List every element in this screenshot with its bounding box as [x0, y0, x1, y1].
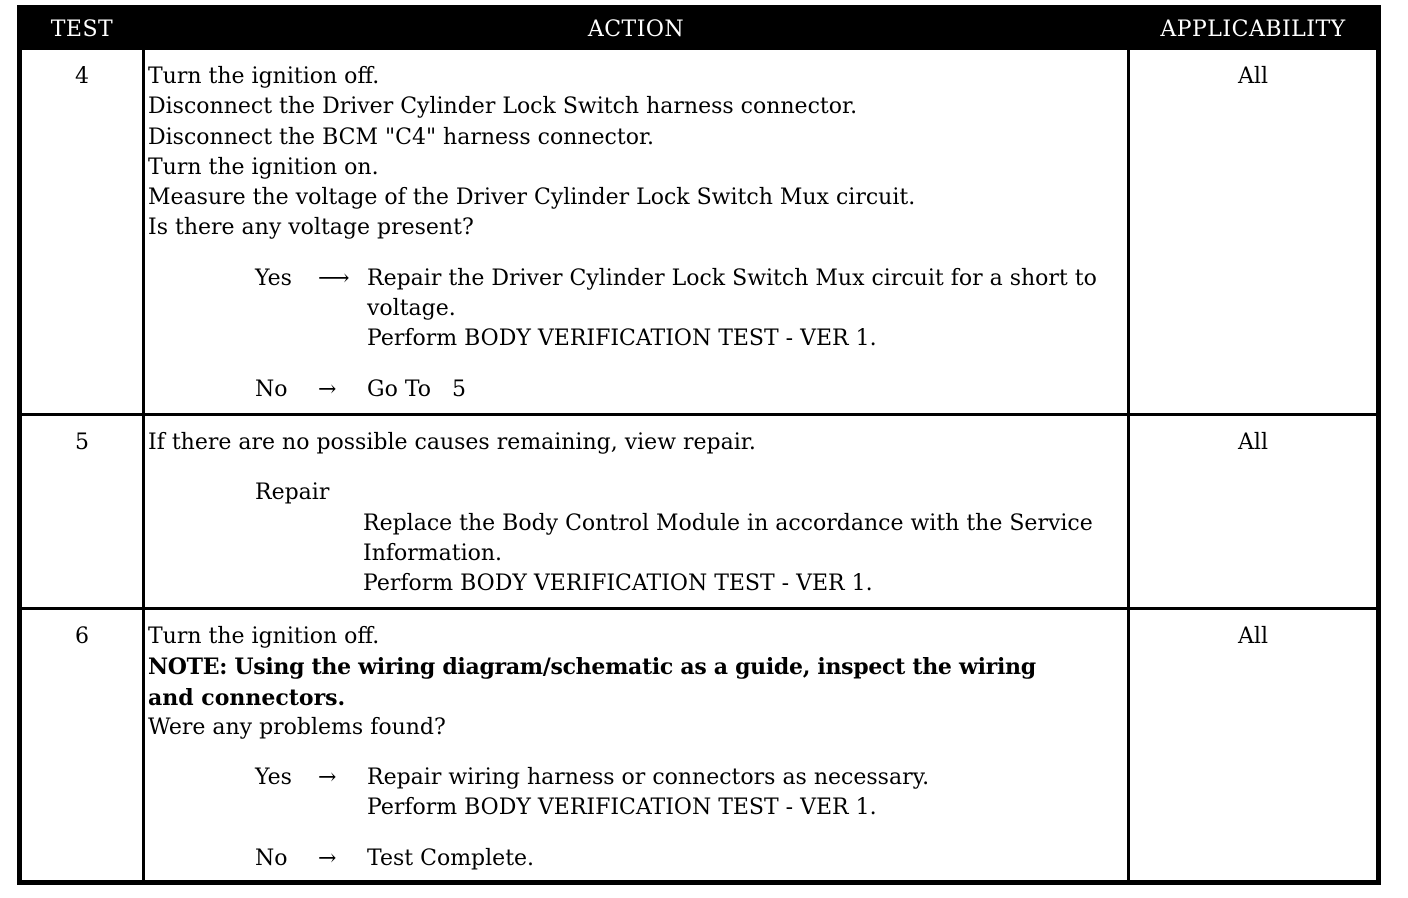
repair-line-text: Perform BODY VERIFICATION TEST - VER 1.: [363, 571, 873, 597]
applicability-5: All: [1238, 430, 1268, 455]
column-divider-applicability: [1127, 50, 1130, 885]
applicability-4: All: [1238, 64, 1268, 89]
no-branch: [148, 844, 1122, 874]
no-result: Test Complete.: [367, 845, 535, 871]
action-line: Disconnect the Driver Cylinder Lock Switch harness connector.: [148, 94, 858, 120]
test-number-5: 5: [75, 430, 89, 455]
repair-line: [148, 509, 1122, 539]
action-line: Measure the voltage of the Driver Cylinder Lock Switch Mux circuit.: [148, 185, 916, 211]
action-line: Turn the ignition on.: [148, 154, 379, 180]
repair-label-text: Repair: [255, 480, 330, 506]
header-test: TEST: [50, 17, 114, 42]
action-cell-4: [148, 62, 1122, 405]
no-result: Go To 5: [367, 376, 466, 402]
action-line: Is there any voltage present?: [148, 215, 474, 241]
no-label: No: [255, 845, 288, 871]
repair-label: [148, 478, 1122, 508]
table-header: [22, 10, 1376, 50]
yes-result-continuation: [148, 793, 1122, 823]
action-line: Were any problems found?: [148, 714, 446, 740]
repair-line: [148, 539, 1122, 569]
action-line: Disconnect the BCM "C4" harness connector.: [148, 124, 655, 150]
action-line: If there are no possible causes remaining, view repair.: [148, 430, 756, 455]
header-applicability: APPLICABILITY: [1160, 17, 1346, 42]
repair-line: [148, 569, 1122, 599]
action-line: Turn the ignition off.: [148, 624, 380, 649]
diagnostic-test-table: [17, 5, 1381, 885]
action-cell-5: [148, 428, 1122, 599]
applicability-6: All: [1238, 624, 1268, 649]
repair-line-text: Information.: [363, 540, 503, 566]
test-number-4: 4: [75, 64, 89, 89]
repair-line-text: Replace the Body Control Module in accordance with the Service: [363, 510, 1093, 536]
row-divider-5-6: [22, 607, 1376, 610]
no-label: No: [255, 376, 288, 402]
yes-result-continuation: [148, 294, 1122, 324]
yes-label: Yes: [255, 265, 292, 291]
header-action: ACTION: [587, 17, 685, 42]
note-line: and connectors.: [148, 684, 346, 711]
note-line: NOTE: Using the wiring diagram/schematic as a guide, inspect the wiring: [148, 654, 1036, 681]
yes-result-continuation: [148, 324, 1122, 354]
yes-result-line: Repair the Driver Cylinder Lock Switch Mux circuit for a short to: [367, 265, 1097, 291]
arrow-right-icon: →: [318, 376, 337, 402]
arrow-right-icon: →: [318, 845, 337, 871]
yes-branch: [148, 763, 1122, 793]
action-line: Turn the ignition off.: [148, 64, 380, 89]
yes-branch: [148, 264, 1122, 294]
arrow-right-icon: →: [318, 765, 337, 791]
column-divider-test: [142, 50, 145, 885]
yes-result-line: Perform BODY VERIFICATION TEST - VER 1.: [367, 326, 877, 352]
no-branch: [148, 375, 1122, 405]
action-cell-6: [148, 622, 1122, 874]
yes-result-line: Perform BODY VERIFICATION TEST - VER 1.: [367, 795, 877, 821]
test-number-6: 6: [75, 624, 89, 649]
yes-label: Yes: [255, 765, 292, 791]
yes-result-line: Repair wiring harness or connectors as necessary.: [367, 765, 930, 791]
long-arrow-right-icon: ⟶: [318, 265, 350, 291]
row-divider-4-5: [22, 413, 1376, 416]
yes-result-line: voltage.: [367, 296, 456, 322]
